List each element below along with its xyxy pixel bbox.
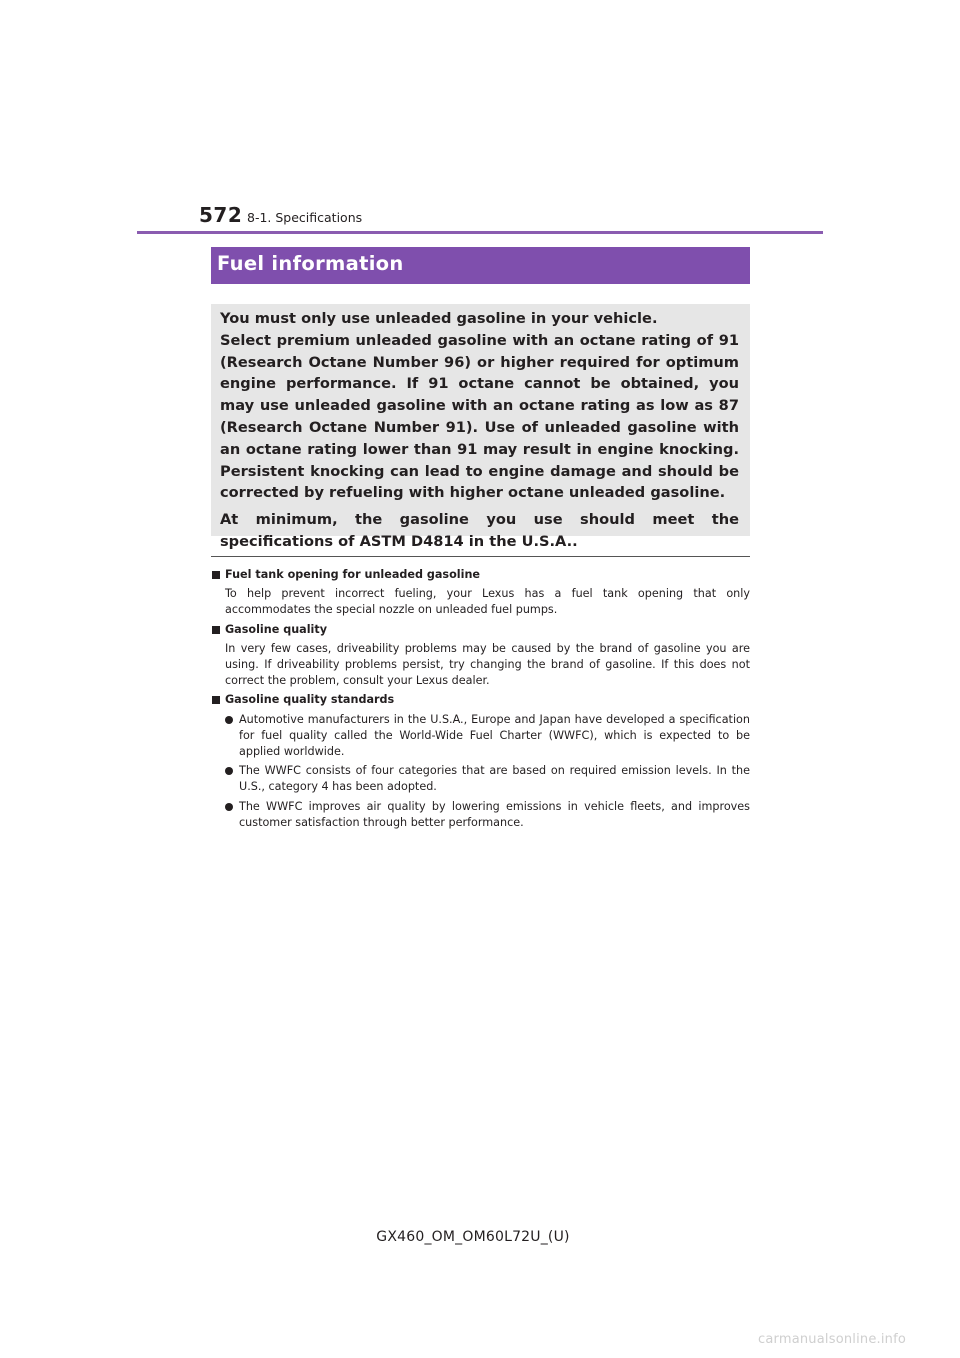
note-body-quality: In very few cases, driveability problems may be caused by the brand of gasoline you are using. If driveability problems persist, try changing the brand of gasoline. If this does not correct the problem, consult your Lexus dealer. bbox=[225, 641, 750, 688]
square-bullet-icon bbox=[212, 626, 220, 634]
document-code: GX460_OM_OM60L72U_(U) bbox=[376, 1229, 570, 1245]
page-number: 572 bbox=[199, 203, 243, 227]
notice-box bbox=[211, 304, 750, 550]
list-item: Automotive manufacturers in the U.S.A., Europe and Japan have developed a specification for fuel quality called the World-Wide Fuel Charter (WWFC), which is expected to be applied worldwide. bbox=[211, 712, 750, 761]
list-item: The WWFC improves air quality by lowering emissions in vehicle fleets, and improves customer satisfaction through better performance. bbox=[211, 799, 750, 831]
round-bullet-icon bbox=[225, 767, 233, 775]
round-bullet-icon bbox=[225, 803, 233, 811]
notes-section bbox=[211, 567, 750, 831]
square-bullet-icon bbox=[212, 571, 220, 579]
section-divider bbox=[211, 556, 750, 557]
notice-paragraph-2: Select premium unleaded gasoline with an octane rating of 91 (Research Octane Number 96) or higher required for optimum engine performance. If 91 octane cannot be obtained, you may use unleaded gasoline with an octane rating as low as 87 (Research Octane Number 91). Use of unleaded gasoline with an octane rating lower than 91 may result in engine knocking. Persistent knocking can lead to engine damage and should be corrected by refueling with higher octane unleaded gasoline. bbox=[220, 331, 739, 502]
notice-paragraph-1: You must only use unleaded gasoline in your vehicle. bbox=[220, 310, 658, 327]
note-heading-quality: Gasoline quality bbox=[211, 622, 750, 638]
note-heading-standards: Gasoline quality standards bbox=[211, 692, 750, 708]
notice-paragraph-3: At minimum, the gasoline you use should meet the specifications of ASTM D4814 in the U.S.A.. bbox=[220, 511, 739, 550]
round-bullet-icon bbox=[225, 716, 233, 724]
note-body-tank-opening: To help prevent incorrect fueling, your Lexus has a fuel tank opening that only accommodates the special nozzle on unleaded fuel pumps. bbox=[225, 587, 750, 617]
square-bullet-icon bbox=[212, 696, 220, 704]
header-rule bbox=[137, 231, 823, 234]
note-heading-tank-opening: Fuel tank opening for unleaded gasoline bbox=[211, 567, 750, 583]
list-item: The WWFC consists of four categories that are based on required emission levels. In the U.S., category 4 has been adopted. bbox=[211, 763, 750, 795]
notice-content bbox=[220, 308, 739, 553]
page-header bbox=[0, 0, 960, 240]
watermark: carmanualsonline.info bbox=[758, 1332, 907, 1347]
section-title-bar bbox=[211, 247, 750, 284]
section-reference: 8-1. Specifications bbox=[247, 210, 363, 225]
section-title: Fuel information bbox=[217, 252, 404, 275]
